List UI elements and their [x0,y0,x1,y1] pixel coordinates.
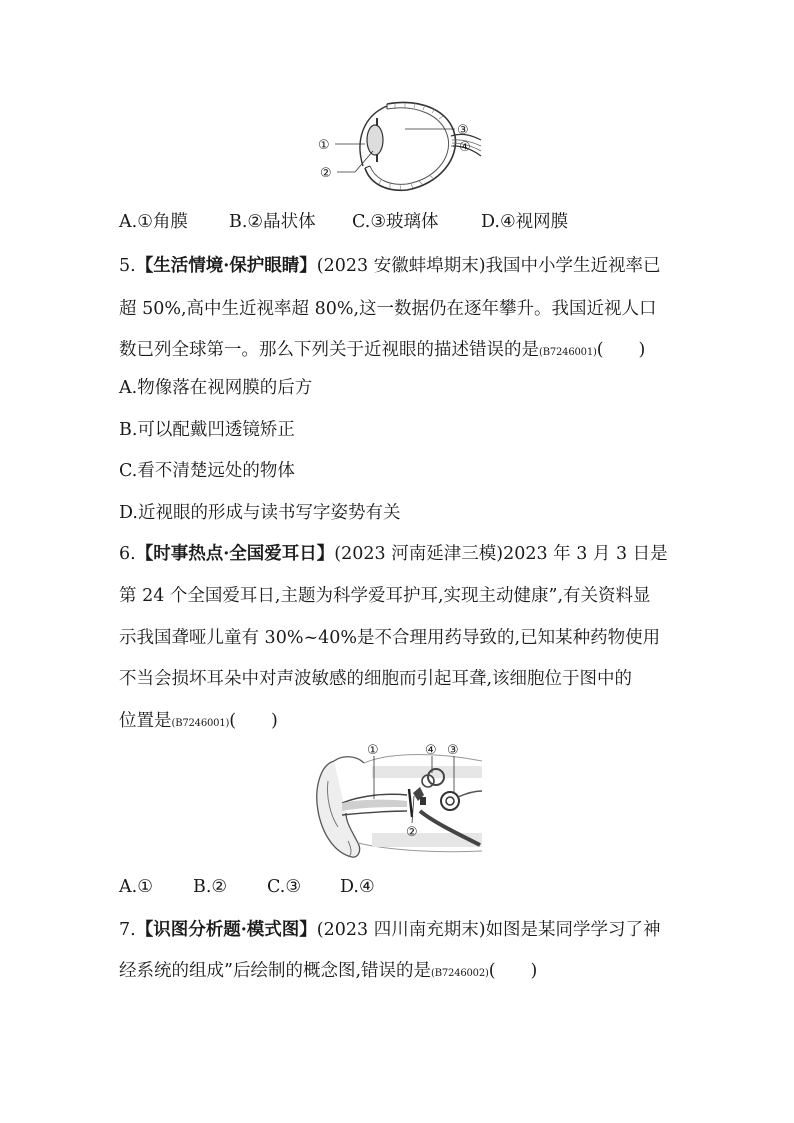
ear-label-4: ④ [425,743,437,758]
q7-tag: 【识图分析题·模式图】 [135,920,317,940]
q4-option-c: C.③玻璃体 [352,212,439,232]
eye-label-2: ② [320,166,332,181]
q5-tag: 【生活情境·保护眼睛】 [135,256,317,276]
q6-option-c: C.③ [267,877,302,897]
q5-code: (B7246001) [539,347,597,358]
eye-diagram [315,96,490,196]
ear-diagram [312,741,484,865]
ear-label-1: ① [367,743,379,758]
q6-option-b: B.② [193,877,228,897]
q6-answer-blank: ( ) [229,711,278,731]
q6-source: (2023 河南延津三模) [334,544,504,564]
q7-answer-blank: ( ) [488,961,538,981]
q7-source: (2023 四川南充期末) [316,920,486,940]
q6-stem-line-1 [119,542,668,566]
q7-stem-text: 如图是某同学学习了神 [485,920,661,940]
q6-stem-line-5 [119,709,278,736]
q4-option-d: D.④视网膜 [481,212,569,232]
q6-tag: 【时事热点·全国爱耳日】 [135,544,335,564]
ear-label-2: ② [406,825,418,840]
q4-option-a: A.①角膜 [119,212,188,232]
q5-stem-line-2: 超 50%,高中生近视率超 80%,这一数据仍在逐年攀升。我国近视人口 [119,299,657,319]
q5-number: 5. [119,256,136,276]
q5-option-c: C.看不清楚远处的物体 [119,461,295,481]
ear-label-3: ③ [447,743,459,758]
q6-code: (B7246001) [171,718,230,729]
q6-number: 6. [119,544,136,564]
q6-stem-line-4: 不当会损坏耳朵中对声波敏感的细胞而引起耳聋,该细胞位于图中的 [119,669,633,689]
q7-stem-line-1 [119,918,661,942]
q6-option-a: A.① [119,877,153,897]
q5-source: (2023 安徽蚌埠期末) [316,256,486,276]
q5-stem-text: 数已列全球第一。那么下列关于近视眼的描述错误的是 [119,340,539,360]
q5-answer-blank: ( ) [596,340,646,360]
q5-stem-line-1 [119,254,661,278]
q6-stem-text: 2023 年 3 月 3 日是 [503,544,668,564]
eye-label-1: ① [318,138,330,153]
eye-label-4: ④ [459,140,471,155]
q6-stem-text: 位置是 [119,711,172,731]
eye-label-3: ③ [457,123,469,138]
q7-stem-text: 经系统的组成”后绘制的概念图,错误的是 [119,961,432,981]
q7-code: (B7246002) [431,968,489,979]
q7-stem-line-2 [119,959,537,986]
q5-stem-line-3 [119,338,645,365]
q5-option-b: B.可以配戴凹透镜矫正 [119,420,295,440]
q4-option-b: B.②晶状体 [229,212,316,232]
q6-stem-line-2: 第 24 个全国爱耳日,主题为科学爱耳护耳,实现主动健康”,有关资料显 [119,586,651,606]
q7-number: 7. [119,920,136,940]
q6-stem-line-3: 示我国聋哑儿童有 30%~40%是不合理用药导致的,已知某种药物使用 [119,628,661,648]
q6-option-d: D.④ [340,877,375,897]
q5-option-a: A.物像落在视网膜的后方 [119,378,313,398]
q5-option-d: D.近视眼的形成与读书写字姿势有关 [119,503,401,523]
q5-stem-text: 我国中小学生近视率已 [485,256,661,276]
